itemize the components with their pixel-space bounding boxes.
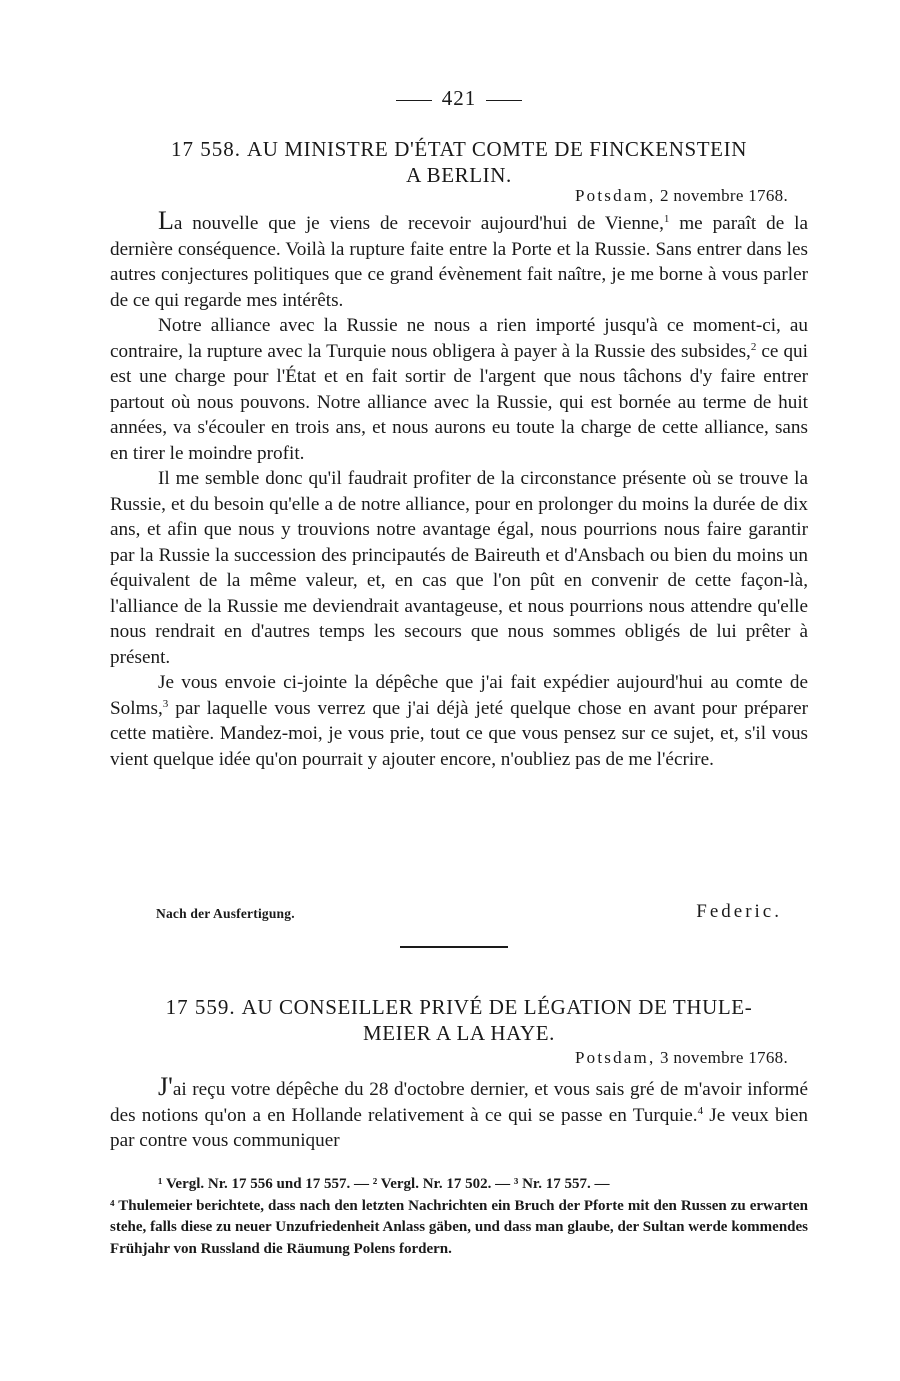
dateline-place: Potsdam, bbox=[574, 186, 656, 205]
dateline-17559 bbox=[575, 1048, 788, 1068]
footnotes bbox=[110, 1174, 808, 1260]
paragraph bbox=[110, 208, 808, 313]
paragraph-text: par laquelle vous verrez que j'ai déjà jeté quelque chose en avant pour préparer cette matière. Mandez-moi, je vous prie, tout ce que vous pensez sur ce sujet, et, s'il vous vient quelque idée qu'on pourrait y ajouter encore, n'oubliez pas de me l'écrire. bbox=[110, 697, 808, 770]
letter-heading-17558 bbox=[110, 136, 808, 188]
paragraph bbox=[110, 466, 808, 670]
paragraph-text: Je veux bien par contre vous communiquer bbox=[110, 1104, 808, 1151]
dateline-date: 3 novembre 1768. bbox=[659, 1048, 788, 1067]
letter-heading-17559 bbox=[110, 994, 808, 1046]
letter-number: 17 558. bbox=[171, 137, 242, 161]
paragraph-text: J'ai reçu votre dépêche du 28 d'octobre dernier, et vous sais gré de m'avoir informé des notions qu'on a en Hollande relativement à ce qui se passe en Turquie. bbox=[110, 1072, 808, 1126]
dateline-place: Potsdam, bbox=[574, 1048, 656, 1067]
paragraph-text: ce qui est une charge pour l'État et en fait sortir de l'argent que nous tâchons d'y faire entrer partout où nous pouvons. Notre alliance avec la Russie, qui est bornée au terme de huit années, va s'écouler en trois ans, et nous aurons eu toute la charge de cette alliance, sans en tirer le moindre profit. bbox=[110, 340, 808, 464]
section-separator bbox=[400, 946, 508, 948]
paragraph bbox=[110, 670, 808, 772]
paragraph-text: Notre alliance avec la Russie ne nous a rien importé jusqu'à ce moment-ci, au contraire, la rupture avec la Turquie nous obligera à payer à la Russie des subsides, bbox=[110, 315, 808, 362]
dateline-date: 2 novembre 1768. bbox=[659, 186, 788, 205]
letter-heading-line2: A BERLIN. bbox=[406, 163, 512, 187]
letter-heading-line2: MEIER A LA HAYE. bbox=[362, 1021, 555, 1045]
footnote-line: ¹ Vergl. Nr. 17 556 und 17 557. — ² Vergl. Nr. 17 502. — ³ Nr. 17 557. — bbox=[158, 1176, 610, 1192]
paragraph-text: me paraît de la dernière conséquence. Voilà la rupture faite entre la Porte et la Russie. Sans entrer dans les autres conjectures politiques que ce grand évènement fait naître, je me borne à vous parler de ce qui regarde mes intérêts. bbox=[110, 213, 808, 311]
page-number-dash-right bbox=[486, 100, 522, 101]
page-number-dash-left bbox=[396, 100, 432, 101]
footnote-ref: 4 bbox=[697, 1104, 704, 1117]
letter-heading-text: AU CONSEILLER PRIVÉ DE LÉGATION DE THULE- bbox=[241, 995, 753, 1019]
dateline-17558 bbox=[575, 186, 788, 206]
letter-heading-text: AU MINISTRE D'ÉTAT COMTE DE FINCKENSTEIN bbox=[247, 137, 747, 161]
letter-heading-line1 bbox=[110, 994, 808, 1020]
footnote-ref: 2 bbox=[750, 340, 757, 353]
footnote-ref: 3 bbox=[162, 697, 169, 710]
letter-number: 17 559. bbox=[165, 995, 236, 1019]
page-number bbox=[110, 86, 808, 111]
source-note: Nach der Ausfertigung. bbox=[156, 906, 295, 921]
paragraph-text: Il me semble donc qu'il faudrait profiter de la circonstance présente où se trouve la Russie, et du besoin qu'elle a de notre alliance, pour en prolonger du moins la durée de dix ans, et afin que nous y trouvions notre avantage égal, nous pourrions nous faire garantir par la Russie la succession des principautés de Baireuth et d'Ansbach ou bien du moins un équivalent de la même valeur, et, en cas que l'on pût en convenir de cette façon-là, l'alliance de la Russie me deviendrait avantageuse, et nous pourrions nous attendre qu'elle nous rendrait en d'autres temps les secours que nous sommes obligés de lui prêter à présent. bbox=[110, 468, 808, 668]
paragraph-text: La nouvelle que je viens de recevoir aujourd'hui de Vienne, bbox=[158, 206, 664, 235]
paragraph bbox=[110, 313, 808, 466]
paragraph-text: Je vous envoie ci-jointe la dépêche que j'ai fait expédier aujourd'hui au comte de Solms, bbox=[110, 672, 808, 719]
footnote-ref: 1 bbox=[663, 213, 670, 225]
paragraph bbox=[110, 1074, 808, 1154]
letter-body-17558 bbox=[110, 208, 808, 772]
letter-body-17559 bbox=[110, 1074, 808, 1154]
letter-heading-line1 bbox=[110, 136, 808, 162]
page-number-text: 421 bbox=[441, 86, 477, 110]
footnote-line: ⁴ Thulemeier berichtete, dass nach den letzten Nachrichten ein Bruch der Pforte mit den Russen zu erwarten stehe, falls diese zu neuer Unzufriedenheit Anlass gäben, und dass man glaube, der Sultan werde kommendes Frühjahr von Russland die Räumung Polens fordern. bbox=[110, 1197, 808, 1257]
signature: Federic. bbox=[696, 901, 782, 922]
